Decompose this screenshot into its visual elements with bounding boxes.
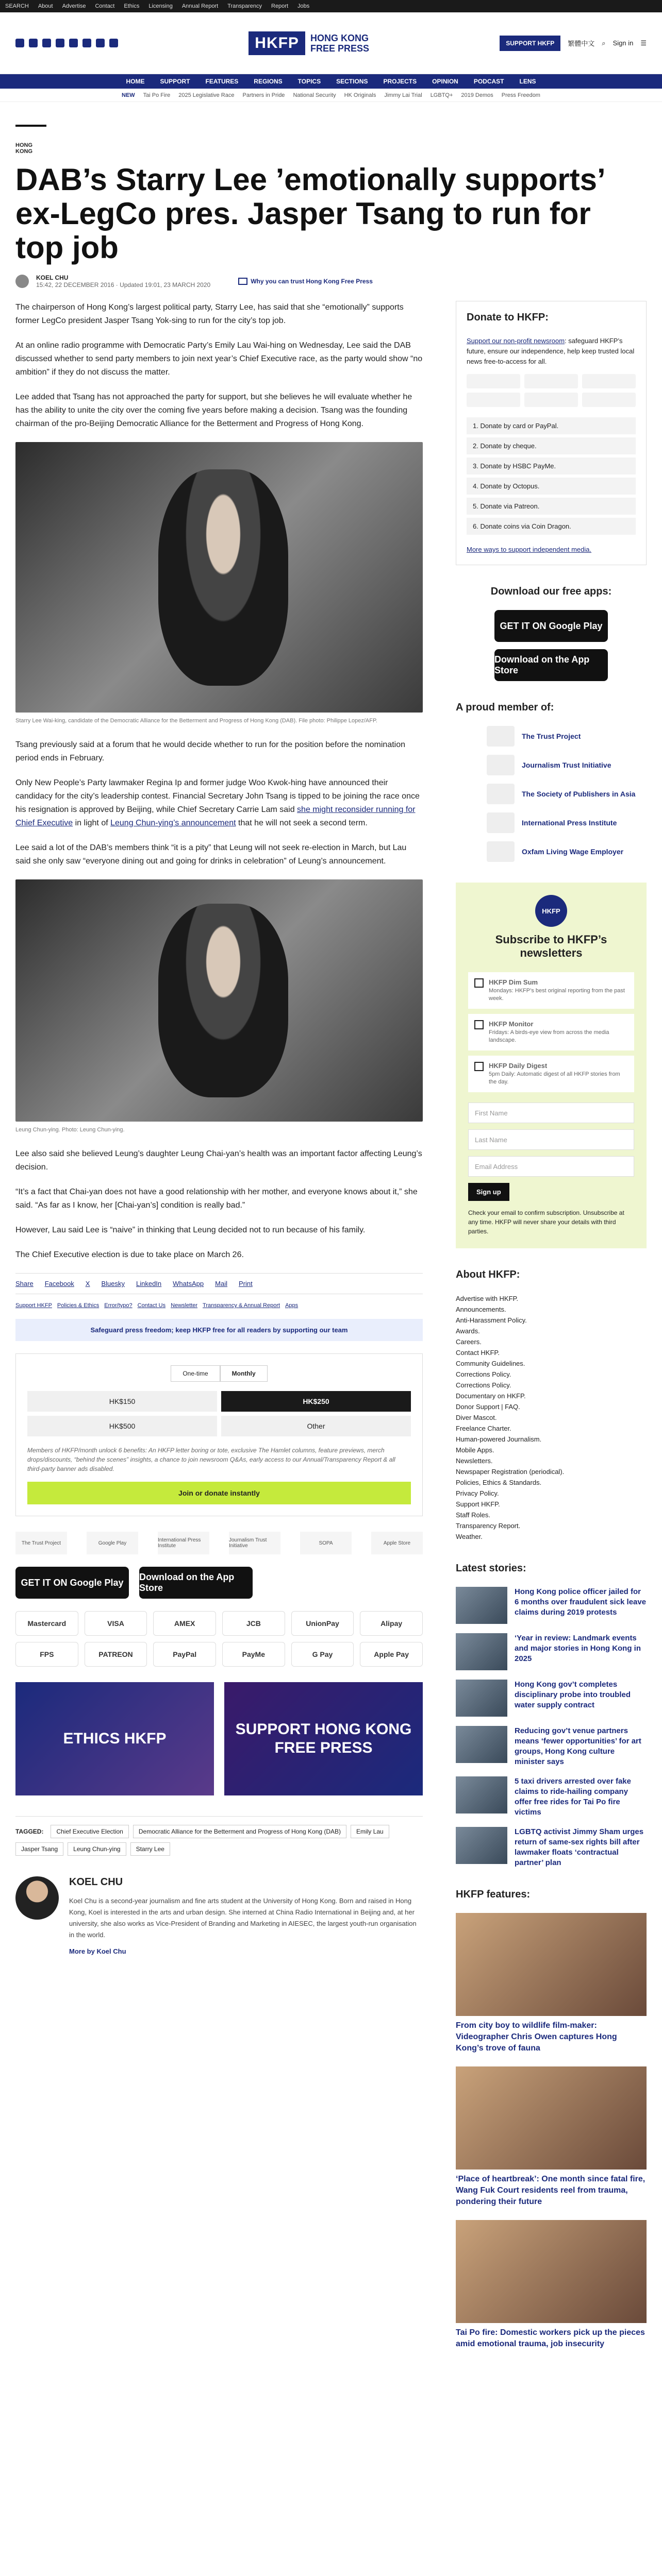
last-name-field[interactable]: Last Name bbox=[468, 1129, 634, 1150]
story-thumb bbox=[456, 1776, 507, 1814]
trust-icon bbox=[238, 278, 247, 285]
story-thumb bbox=[456, 1827, 507, 1864]
telegram-icon[interactable] bbox=[96, 39, 105, 47]
logo-line-1: HONG KONG bbox=[310, 32, 369, 43]
tag[interactable]: Emily Lau bbox=[351, 1825, 389, 1838]
donate-option-payme[interactable]: 3. Donate by HSBC PayMe. bbox=[467, 457, 636, 474]
donate-option-cheque[interactable]: 2. Donate by cheque. bbox=[467, 437, 636, 454]
share-facebook[interactable]: Facebook bbox=[44, 1280, 74, 1287]
member-name: Journalism Trust Initiative bbox=[522, 761, 611, 769]
apps-heading: Download our free apps: bbox=[490, 586, 612, 597]
member-name: International Press Institute bbox=[522, 819, 617, 827]
header-actions bbox=[500, 36, 647, 51]
card-logo bbox=[582, 393, 636, 407]
photo-subject bbox=[158, 904, 289, 1097]
member-logo bbox=[487, 841, 515, 862]
trending-item[interactable]: Jimmy Lai Trial bbox=[384, 92, 422, 98]
story-thumb bbox=[456, 1680, 507, 1717]
logo-mark: HKFP bbox=[249, 31, 305, 55]
mail-icon[interactable] bbox=[82, 39, 91, 47]
tags-label: TAGGED: bbox=[15, 1828, 44, 1835]
feature-story[interactable] bbox=[456, 2066, 647, 2208]
monthly-tab[interactable]: Monthly bbox=[220, 1365, 268, 1382]
partner-logos bbox=[15, 1532, 423, 1554]
tag[interactable]: Starry Lee bbox=[130, 1842, 170, 1856]
paragraph-text: Only New People’s Party lawmaker Regina Ip and former judge Woo Kwok-hing have announced their candidacy for the city’s leadership contest. Financial Secretary John Tsang is tipped to be joining the race once his resignation is approved by Beijing, while Chief Secretary Carrie Lam said bbox=[15, 778, 420, 814]
paragraph-text: that he will not seek a second term. bbox=[236, 819, 368, 827]
donate-intro bbox=[467, 336, 636, 367]
support-promo[interactable]: SUPPORT HONG KONG FREE PRESS bbox=[224, 1682, 423, 1795]
sidebar bbox=[456, 301, 647, 2362]
author-name[interactable]: KOEL CHU bbox=[69, 1876, 123, 1888]
more-by-author-link[interactable]: More by Koel Chu bbox=[69, 1947, 126, 1955]
trending-item[interactable]: 2019 Demos bbox=[461, 92, 493, 98]
payment-card-logos bbox=[467, 374, 636, 407]
one-time-tab[interactable]: One-time bbox=[171, 1365, 220, 1382]
nav-regions[interactable]: REGIONS bbox=[254, 78, 283, 85]
social-icons bbox=[15, 39, 118, 47]
topbar-advertise[interactable]: Advertise bbox=[62, 3, 86, 9]
member-org[interactable] bbox=[487, 726, 647, 747]
newsletter-name: HKFP Daily Digest bbox=[489, 1062, 548, 1070]
paragraph: However, Lau said Lee is “naive” in thinking that Leung decided not to run because of his family. bbox=[15, 1226, 366, 1234]
footer-links bbox=[15, 1302, 423, 1309]
paragraph: “It’s a fact that Chai-yan does not have a good relationship with her mother, and everyone knows about it,” she said. “As far as I know, her [Chai-yan’s] condition is really bad.” bbox=[15, 1188, 418, 1210]
trending-item[interactable]: Partners in Pride bbox=[242, 92, 285, 98]
byline-author[interactable]: KOEL CHU bbox=[36, 274, 69, 281]
sign-in-link[interactable]: Sign in bbox=[613, 39, 634, 47]
partner-logo[interactable]: The Trust Project bbox=[15, 1532, 67, 1554]
payment-logo: FPS bbox=[15, 1642, 78, 1667]
google-play-button[interactable]: GET IT ON Google Play bbox=[15, 1567, 129, 1599]
story-title: LGBTQ activist Jimmy Sham urges return of same-sex rights bill after lawmaker floats ‘contractual partner’ plan bbox=[515, 1827, 644, 1867]
about-link[interactable]: Newsletters. bbox=[456, 1457, 493, 1465]
support-hkfp-button[interactable]: SUPPORT HKFP bbox=[500, 36, 560, 51]
member-logo bbox=[487, 812, 515, 833]
trending-item[interactable]: 2025 Legislative Race bbox=[178, 92, 235, 98]
section-label[interactable]: HONG KONG bbox=[15, 125, 46, 155]
story-thumb bbox=[456, 1633, 507, 1670]
about-link[interactable]: Advertise with HKFP. bbox=[456, 1295, 519, 1302]
inline-link-carrie-lam[interactable]: she might reconsider running for Chief Executive bbox=[15, 805, 416, 827]
about-link[interactable]: Careers. bbox=[456, 1338, 482, 1346]
nav-lens[interactable]: LENS bbox=[519, 78, 536, 85]
about-link[interactable]: Donor Support | FAQ. bbox=[456, 1403, 520, 1411]
member-org[interactable] bbox=[487, 784, 647, 804]
paragraph: At an online radio programme with Democratic Party’s Emily Lau Wai-hing on Wednesday, Lee said the DAB discussed whether to send party members to join next year’s Chief Executive race, as the party would show “no ambition” if they do not discuss the matter. bbox=[15, 341, 423, 377]
amount-options bbox=[27, 1391, 411, 1436]
donate-option-card[interactable]: 1. Donate by card or PayPal. bbox=[467, 417, 636, 434]
logo-wordmark bbox=[310, 33, 369, 54]
about-link[interactable]: Human-powered Journalism. bbox=[456, 1435, 542, 1443]
membership-note: Members of HKFP/month unlock 6 benefits: An HKFP letter boring or tote, exclusive The Hamlet columns, feature previews, merch drops/discounts, “behind the scenes” insights, a chance to join newsroom Q&As, early access to our Annual/Transparency Report & all third-party banner ads disabled. bbox=[27, 1447, 395, 1472]
topbar-ethics[interactable]: Ethics bbox=[124, 3, 140, 9]
about-link[interactable]: Staff Roles. bbox=[456, 1511, 490, 1519]
latest-story[interactable] bbox=[456, 1726, 647, 1767]
about-link[interactable]: Contact HKFP. bbox=[456, 1349, 500, 1357]
link-apps[interactable]: Apps bbox=[285, 1302, 299, 1309]
topbar-about[interactable]: About bbox=[38, 3, 53, 9]
story-title: Hong Kong gov’t completes disciplinary probe into troubled water supply contract bbox=[515, 1680, 631, 1709]
share-x[interactable]: X bbox=[85, 1280, 90, 1287]
feature-title: ‘Place of heartbreak’: One month since fatal fire, Wang Fuk Court residents reel from trauma, pondering their future bbox=[456, 2175, 646, 2206]
main-nav bbox=[0, 74, 662, 89]
member-heading: A proud member of: bbox=[456, 702, 554, 713]
linkedin-icon[interactable] bbox=[109, 39, 118, 47]
logo-line-2: FREE PRESS bbox=[310, 43, 369, 54]
about-link[interactable]: Corrections Policy. bbox=[456, 1370, 511, 1378]
story-title: Hong Kong police officer jailed for 6 months over fraudulent sick leave claims during 2019 protests bbox=[515, 1587, 647, 1617]
paragraph bbox=[15, 776, 423, 830]
about-link[interactable]: Freelance Charter. bbox=[456, 1425, 511, 1432]
app-download-buttons bbox=[15, 1567, 423, 1599]
paragraph: Lee added that Tsang has not approached the party for support, but she believes he will evaluate whether he has the ability to unite the city over the coming five years before making a decision. Tsang was the founding chairman of the pro-Beijing Democratic Alliance for the Betterment and Progress of Hong Kong. bbox=[15, 393, 412, 428]
member-org[interactable] bbox=[487, 841, 647, 862]
amount-option[interactable]: Other bbox=[221, 1416, 411, 1436]
partner-logo[interactable]: International Press Institute bbox=[158, 1532, 209, 1554]
payment-logo: G Pay bbox=[291, 1642, 354, 1667]
nav-opinion[interactable]: OPINION bbox=[432, 78, 458, 85]
instagram-icon[interactable] bbox=[42, 39, 51, 47]
newsletter-badge: HKFP bbox=[535, 895, 567, 927]
link-support[interactable]: Support HKFP bbox=[15, 1302, 52, 1309]
partner-logo[interactable]: Apple Store bbox=[371, 1532, 423, 1554]
partner-logo[interactable]: SOPA bbox=[300, 1532, 352, 1554]
newsletter-name: HKFP Dim Sum bbox=[489, 978, 538, 986]
trending-item[interactable]: National Security bbox=[293, 92, 336, 98]
article-title: DAB’s Starry Lee ’emotionally supports’ ex-LegCo pres. Jasper Tsang to run for top job bbox=[15, 162, 604, 265]
about-link[interactable]: Mobile Apps. bbox=[456, 1446, 494, 1454]
about-link[interactable]: Privacy Policy. bbox=[456, 1489, 499, 1497]
link-error[interactable]: Error/typo? bbox=[104, 1302, 133, 1309]
about-link[interactable]: Newspaper Registration (periodical). bbox=[456, 1468, 565, 1476]
partner-logo[interactable]: Journalism Trust Initiative bbox=[229, 1532, 280, 1554]
trending-bar bbox=[0, 89, 662, 102]
about-link[interactable]: Anti-Harassment Policy. bbox=[456, 1316, 527, 1324]
share-bar bbox=[15, 1273, 423, 1294]
photo-subject bbox=[158, 469, 289, 686]
share-print[interactable]: Print bbox=[238, 1280, 253, 1287]
article-meta bbox=[15, 274, 647, 289]
youtube-icon[interactable] bbox=[69, 39, 78, 47]
about-link[interactable]: Corrections Policy. bbox=[456, 1381, 511, 1389]
paragraph: Lee also said she believed Leung’s daughter Leung Chai-yan’s health was an important factor affecting Leung’s decision. bbox=[15, 1149, 422, 1172]
about-links bbox=[456, 1293, 647, 1542]
inline-link-leung[interactable]: Leung Chun-ying’s announcement bbox=[110, 819, 236, 827]
nav-projects[interactable]: PROJECTS bbox=[383, 78, 417, 85]
amount-option-selected[interactable]: HK$250 bbox=[221, 1391, 411, 1412]
card-logo bbox=[582, 374, 636, 388]
paragraph: The chairperson of Hong Kong’s largest political party, Starry Lee, has said that she “emotionally” supports former LegCo president Jasper Tsang Yok-sing to run for the city’s top job. bbox=[15, 303, 404, 325]
payment-logo: AMEX bbox=[153, 1611, 216, 1636]
payment-logo: JCB bbox=[222, 1611, 285, 1636]
checkbox-icon[interactable] bbox=[474, 1020, 484, 1029]
latest-story[interactable] bbox=[456, 1587, 647, 1624]
share-whatsapp[interactable]: WhatsApp bbox=[173, 1280, 204, 1287]
nav-home[interactable]: HOME bbox=[126, 78, 145, 85]
feature-story[interactable] bbox=[456, 1913, 647, 2054]
latest-story[interactable] bbox=[456, 1827, 647, 1868]
trending-item[interactable]: HK Originals bbox=[344, 92, 376, 98]
trust-label: Why you can trust Hong Kong Free Press bbox=[251, 278, 373, 285]
newsletter-desc: 5pm Daily: Automatic digest of all HKFP stories from the day. bbox=[489, 1071, 620, 1085]
latest-list bbox=[456, 1587, 647, 1868]
about-link[interactable]: Documentary on HKFP. bbox=[456, 1392, 526, 1400]
feature-image bbox=[456, 2066, 647, 2170]
payment-logo: VISA bbox=[85, 1611, 147, 1636]
member-name: The Trust Project bbox=[522, 732, 581, 740]
payment-logo: PayPal bbox=[153, 1642, 216, 1667]
content-columns bbox=[15, 301, 647, 2362]
article-wrapper bbox=[15, 102, 647, 2362]
newsletter-option[interactable] bbox=[468, 1056, 634, 1092]
member-logo bbox=[487, 726, 515, 747]
member-name: Oxfam Living Wage Employer bbox=[522, 848, 624, 856]
about-link[interactable]: Awards. bbox=[456, 1327, 480, 1335]
donate-box bbox=[456, 301, 647, 565]
promo-videos bbox=[15, 1682, 423, 1795]
first-name-field[interactable]: First Name bbox=[468, 1103, 634, 1123]
member-org[interactable] bbox=[487, 812, 647, 833]
menu-icon[interactable]: ☰ bbox=[640, 39, 647, 47]
paragraph-text: in light of bbox=[73, 819, 111, 827]
about-link[interactable]: Diver Mascot. bbox=[456, 1414, 497, 1421]
tag[interactable]: Democratic Alliance for the Betterment and Progress of Hong Kong (DAB) bbox=[133, 1825, 346, 1838]
paragraph: Lee said a lot of the DAB’s members think “it is a pity” that Leung will not seek re-election in March, but Lau said she only saw “everyone dining out and going for drinks in celebration” of Leung’s announcement. bbox=[15, 843, 407, 866]
photo-leung-chun-ying bbox=[15, 879, 423, 1122]
nav-topics[interactable]: TOPICS bbox=[297, 78, 321, 85]
article-dates: 15:42, 22 DECEMBER 2016 · Updated 19:01, 23 MARCH 2020 bbox=[36, 281, 211, 289]
checkbox-icon[interactable] bbox=[474, 978, 484, 988]
share-mail[interactable]: Mail bbox=[215, 1280, 227, 1287]
partner-logo[interactable]: Google Play bbox=[87, 1532, 138, 1554]
about-link[interactable]: Weather. bbox=[456, 1533, 483, 1540]
newsletter-heading: Subscribe to HKFP’s newsletters bbox=[495, 933, 607, 959]
card-logo bbox=[467, 393, 520, 407]
donate-option-patreon[interactable]: 5. Donate via Patreon. bbox=[467, 498, 636, 515]
newsletter-name: HKFP Monitor bbox=[489, 1020, 534, 1028]
topbar-report[interactable]: Report bbox=[271, 3, 289, 9]
donate-option-octopus[interactable]: 4. Donate by Octopus. bbox=[467, 478, 636, 495]
about-link[interactable]: Support HKFP. bbox=[456, 1500, 500, 1508]
nav-podcast[interactable]: PODCAST bbox=[473, 78, 504, 85]
share-bluesky[interactable]: Bluesky bbox=[101, 1280, 125, 1287]
about-link[interactable]: Community Guidelines. bbox=[456, 1360, 525, 1367]
feature-title: From city boy to wildlife film-maker: Videographer Chris Owen captures Hong Kong’s trove of fauna bbox=[456, 2021, 617, 2053]
x-icon[interactable] bbox=[29, 39, 38, 47]
about-link[interactable]: Transparency Report. bbox=[456, 1522, 521, 1530]
signup-button[interactable]: Sign up bbox=[468, 1183, 509, 1201]
language-switch[interactable]: 繁體中文 bbox=[568, 40, 595, 47]
newsletter-fineprint: Check your email to confirm subscription. Unsubscribe at any time. HKFP will never share your details with third parties. bbox=[468, 1209, 624, 1235]
payment-logo: PayMe bbox=[222, 1642, 285, 1667]
tag[interactable]: Leung Chun-ying bbox=[68, 1842, 126, 1856]
topbar-jobs[interactable]: Jobs bbox=[297, 3, 310, 9]
latest-story[interactable] bbox=[456, 1680, 647, 1717]
share-label: Share bbox=[15, 1280, 34, 1287]
search-icon[interactable]: ⌕ bbox=[602, 39, 606, 47]
story-title: 5 taxi drivers arrested over fake claims to ride-hailing company offer free rides for Tai Po fire victims bbox=[515, 1777, 631, 1817]
trending-label: NEW bbox=[122, 92, 135, 98]
topbar-transparency[interactable]: Transparency bbox=[227, 3, 262, 9]
site-logo[interactable] bbox=[249, 31, 369, 55]
story-thumb bbox=[456, 1587, 507, 1624]
card-logo bbox=[467, 374, 520, 388]
author-photo bbox=[15, 1876, 59, 1920]
story-title: Reducing gov’t venue partners means ‘fewer opportunities’ for art groups, Hong Kong culture minister says bbox=[515, 1726, 641, 1766]
author-avatar bbox=[15, 275, 29, 288]
story-title: ‘Year in review: Landmark events and major stories in Hong Kong in 2025 bbox=[515, 1634, 641, 1663]
more-ways-link[interactable]: More ways to support independent media. bbox=[467, 546, 592, 553]
latest-story[interactable] bbox=[456, 1776, 647, 1818]
photo-caption: Starry Lee Wai-king, candidate of the Democratic Alliance for the Betterment and Progress of Hong Kong (DAB). File photo: Philippe Lopez/AFP. bbox=[15, 718, 377, 724]
feature-story[interactable] bbox=[456, 2220, 647, 2350]
trending-item[interactable]: LGBTQ+ bbox=[430, 92, 453, 98]
newsletter-box bbox=[456, 883, 647, 1248]
member-name: The Society of Publishers in Asia bbox=[522, 790, 636, 798]
latest-story[interactable] bbox=[456, 1633, 647, 1670]
checkbox-icon[interactable] bbox=[474, 1062, 484, 1071]
email-field[interactable]: Email Address bbox=[468, 1156, 634, 1177]
member-org[interactable] bbox=[487, 755, 647, 775]
trust-link[interactable] bbox=[238, 278, 373, 285]
sidebar-app-store[interactable]: Download on the App Store bbox=[494, 649, 608, 681]
about-link[interactable]: Announcements. bbox=[456, 1306, 506, 1313]
tag[interactable]: Jasper Tsang bbox=[15, 1842, 63, 1856]
donate-intro-text: : safeguard HKFP’s future, ensure our independence, help keep trusted local news free-to-access for all. bbox=[467, 337, 635, 365]
donate-option-coins[interactable]: 6. Donate coins via Coin Dragon. bbox=[467, 518, 636, 535]
site-header bbox=[0, 12, 662, 74]
newsletter-desc: Fridays: A birds-eye view from across the media landscape. bbox=[489, 1029, 609, 1043]
card-logo bbox=[524, 393, 578, 407]
topbar-search[interactable]: SEARCH bbox=[5, 3, 29, 9]
amount-option[interactable]: HK$150 bbox=[27, 1391, 217, 1412]
feature-image bbox=[456, 2220, 647, 2323]
payment-logo: Alipay bbox=[360, 1611, 423, 1636]
newsletter-option[interactable] bbox=[468, 972, 634, 1009]
paragraph: The Chief Executive election is due to take place on March 26. bbox=[15, 1250, 244, 1259]
newsletter-desc: Mondays: HKFP’s best original reporting from the past week. bbox=[489, 988, 625, 1002]
link-policies[interactable]: Policies & Ethics bbox=[57, 1302, 100, 1309]
photo-starry-lee bbox=[15, 442, 423, 713]
payment-logo: UnionPay bbox=[291, 1611, 354, 1636]
ethics-promo[interactable]: ETHICS HKFP bbox=[15, 1682, 214, 1795]
author-bio: Koel Chu is a second-year journalism and fine arts student at the University of Hong Kong. Born and raised in Hong Kong, Koel is interested in the arts and urban design. She interned at China Radio International in Beijing and, at her university, she also works as Vice-President of Branding and Marketing in AIESEC, the largest youth-run organisation in the world. bbox=[69, 1897, 417, 1939]
topbar-contact[interactable]: Contact bbox=[95, 3, 115, 9]
share-linkedin[interactable]: LinkedIn bbox=[136, 1280, 162, 1287]
donation-widget bbox=[15, 1353, 423, 1516]
card-logo bbox=[524, 374, 578, 388]
photo-caption: Leung Chun-ying. Photo: Leung Chun-ying. bbox=[15, 1127, 125, 1133]
about-link[interactable]: Policies, Ethics & Standards. bbox=[456, 1479, 542, 1486]
trending-item[interactable]: Press Freedom bbox=[501, 92, 540, 98]
feature-image bbox=[456, 1913, 647, 2016]
app-store-button[interactable]: Download on the App Store bbox=[139, 1567, 253, 1599]
facebook-icon[interactable] bbox=[15, 39, 24, 47]
feature-title: Tai Po fire: Domestic workers pick up the pieces amid emotional trauma, job insecurity bbox=[456, 2328, 645, 2348]
member-list bbox=[456, 726, 647, 862]
topbar-annual-report[interactable]: Annual Report bbox=[181, 3, 219, 9]
safeguard-banner[interactable]: Safeguard press freedom; keep HKFP free for all readers by supporting our team bbox=[15, 1319, 423, 1341]
donate-intro-link[interactable]: Support our non-profit newsroom bbox=[467, 337, 565, 345]
payment-logo: Mastercard bbox=[15, 1611, 78, 1636]
sidebar-google-play[interactable]: GET IT ON Google Play bbox=[494, 610, 608, 642]
nav-features[interactable]: FEATURES bbox=[205, 78, 239, 85]
threads-icon[interactable] bbox=[56, 39, 64, 47]
link-transparency[interactable]: Transparency & Annual Report bbox=[203, 1302, 280, 1309]
latest-heading: Latest stories: bbox=[456, 1563, 526, 1574]
amount-option[interactable]: HK$500 bbox=[27, 1416, 217, 1436]
author-box bbox=[15, 1876, 423, 1956]
features-heading: HKFP features: bbox=[456, 1889, 531, 1900]
payment-methods bbox=[15, 1611, 423, 1667]
payment-logo: PATREON bbox=[85, 1642, 147, 1667]
frequency-toggle bbox=[27, 1365, 411, 1382]
article-body bbox=[15, 301, 423, 2362]
nav-support[interactable]: SUPPORT bbox=[160, 78, 190, 85]
trending-item[interactable]: Tai Po Fire bbox=[143, 92, 171, 98]
top-utility-bar bbox=[0, 0, 662, 12]
topbar-licensing[interactable]: Licensing bbox=[148, 3, 173, 9]
join-donate-button[interactable]: Join or donate instantly bbox=[27, 1482, 411, 1504]
about-heading: About HKFP: bbox=[456, 1269, 520, 1280]
member-logo bbox=[487, 755, 515, 775]
link-contact[interactable]: Contact Us bbox=[137, 1302, 166, 1309]
story-thumb bbox=[456, 1726, 507, 1763]
tag[interactable]: Chief Executive Election bbox=[51, 1825, 128, 1838]
donate-heading: Donate to HKFP: bbox=[467, 312, 549, 323]
tag-list bbox=[15, 1816, 423, 1856]
payment-logo: Apple Pay bbox=[360, 1642, 423, 1667]
paragraph: Tsang previously said at a forum that he would decide whether to run for the position before the nomination period ends in February. bbox=[15, 740, 406, 762]
member-logo bbox=[487, 784, 515, 804]
link-newsletter[interactable]: Newsletter bbox=[171, 1302, 198, 1309]
nav-sections[interactable]: SECTIONS bbox=[336, 78, 368, 85]
newsletter-option[interactable] bbox=[468, 1014, 634, 1050]
